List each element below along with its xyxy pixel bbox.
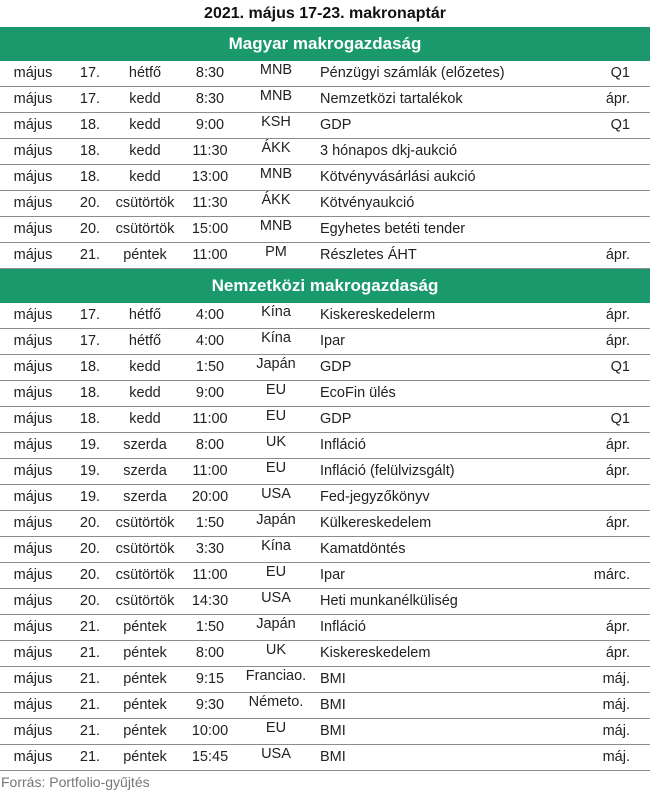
day-cell: 17. (79, 307, 101, 323)
weekday-cell: péntek (123, 723, 167, 739)
table-row (0, 139, 650, 165)
source-cell: MNB (259, 218, 293, 234)
time-cell: 15:45 (191, 749, 229, 765)
weekday-cell: hétfő (128, 333, 162, 349)
time-cell: 8:30 (195, 65, 225, 81)
source-cell: MNB (259, 62, 293, 78)
weekday-cell: szerda (123, 437, 167, 453)
table-row (0, 61, 650, 87)
source-cell: Németo. (248, 694, 304, 710)
period-cell: Q1 (610, 117, 630, 133)
month-cell: május (13, 359, 53, 375)
month-cell: május (13, 65, 53, 81)
weekday-cell: csütörtök (115, 541, 175, 557)
table-row (0, 407, 650, 433)
period-cell: máj. (602, 723, 630, 739)
day-cell: 20. (79, 195, 101, 211)
month-cell: május (13, 645, 53, 661)
event-cell: Kötvényaukció (320, 195, 415, 211)
table-row (0, 667, 650, 693)
source-cell: Japán (256, 356, 296, 372)
event-cell: Heti munkanélküliség (320, 593, 458, 609)
day-cell: 19. (79, 437, 101, 453)
table-row (0, 459, 650, 485)
period-cell: máj. (602, 671, 630, 687)
weekday-cell: hétfő (128, 307, 162, 323)
table-row (0, 433, 650, 459)
event-cell: BMI (320, 749, 346, 765)
event-cell: Fed-jegyzőkönyv (320, 489, 430, 505)
weekday-cell: szerda (123, 463, 167, 479)
source-cell: USA (261, 590, 291, 606)
page-title: 2021. május 17-23. makronaptár (204, 5, 446, 22)
source-cell: PM (265, 244, 287, 260)
event-cell: BMI (320, 671, 346, 687)
time-cell: 9:15 (195, 671, 225, 687)
day-cell: 20. (79, 541, 101, 557)
day-cell: 20. (79, 221, 101, 237)
day-cell: 21. (79, 619, 101, 635)
month-cell: május (13, 619, 53, 635)
day-cell: 20. (79, 567, 101, 583)
time-cell: 1:50 (195, 515, 225, 531)
table-row (0, 191, 650, 217)
weekday-cell: kedd (129, 143, 161, 159)
period-cell: Q1 (610, 65, 630, 81)
source-cell: UK (265, 642, 287, 658)
event-cell: Infláció (felülvizsgált) (320, 463, 455, 479)
month-cell: május (13, 247, 53, 263)
month-cell: május (13, 489, 53, 505)
time-cell: 8:30 (195, 91, 225, 107)
day-cell: 21. (79, 723, 101, 739)
table-row (0, 615, 650, 641)
weekday-cell: hétfő (128, 65, 162, 81)
event-cell: BMI (320, 697, 346, 713)
day-cell: 18. (79, 359, 101, 375)
weekday-cell: péntek (123, 697, 167, 713)
event-cell: BMI (320, 723, 346, 739)
source-cell: Kína (261, 538, 291, 554)
day-cell: 18. (79, 385, 101, 401)
section-heading: Magyar makrogazdaság (0, 27, 650, 61)
source-cell: ÁKK (261, 192, 291, 208)
source-cell: EU (265, 408, 287, 424)
event-cell: Részletes ÁHT (320, 247, 417, 263)
time-cell: 11:30 (192, 143, 228, 159)
day-cell: 17. (79, 91, 101, 107)
period-cell: máj. (602, 697, 630, 713)
month-cell: május (13, 333, 53, 349)
event-cell: Kiskereskedelem (320, 645, 431, 661)
event-cell: Pénzügyi számlák (előzetes) (320, 65, 505, 81)
event-cell: GDP (320, 117, 352, 133)
table-row (0, 511, 650, 537)
source-cell: KSH (261, 114, 291, 130)
source-cell: Franciao. (245, 668, 307, 684)
day-cell: 18. (79, 143, 101, 159)
time-cell: 11:30 (192, 195, 228, 211)
table-row (0, 355, 650, 381)
event-cell: Infláció (320, 437, 366, 453)
day-cell: 17. (79, 333, 101, 349)
month-cell: május (13, 117, 53, 133)
source-cell: MNB (259, 166, 293, 182)
period-cell: Q1 (610, 359, 630, 375)
day-cell: 18. (79, 117, 101, 133)
month-cell: május (13, 307, 53, 323)
source-cell: MNB (259, 88, 293, 104)
event-cell: Kiskereskedelerm (320, 307, 436, 323)
month-cell: május (13, 385, 53, 401)
table-row (0, 693, 650, 719)
source-cell: ÁKK (261, 140, 291, 156)
table-row (0, 113, 650, 139)
month-cell: május (13, 437, 53, 453)
event-cell: Külkereskedelem (320, 515, 432, 531)
weekday-cell: kedd (129, 359, 161, 375)
time-cell: 13:00 (191, 169, 229, 185)
period-cell: ápr. (605, 247, 630, 263)
period-cell: márc. (593, 567, 630, 583)
month-cell: május (13, 749, 53, 765)
table-row (0, 381, 650, 407)
time-cell: 10:00 (191, 723, 229, 739)
month-cell: május (13, 195, 53, 211)
source-cell: Japán (256, 616, 296, 632)
period-cell: ápr. (605, 645, 630, 661)
time-cell: 9:00 (195, 385, 225, 401)
event-cell: EcoFin ülés (320, 385, 396, 401)
weekday-cell: kedd (129, 385, 161, 401)
month-cell: május (13, 169, 53, 185)
day-cell: 21. (79, 749, 101, 765)
source-cell: UK (265, 434, 287, 450)
day-cell: 20. (79, 515, 101, 531)
weekday-cell: szerda (123, 489, 167, 505)
table-row (0, 745, 650, 771)
time-cell: 4:00 (195, 333, 225, 349)
weekday-cell: csütörtök (115, 593, 175, 609)
weekday-cell: péntek (123, 645, 167, 661)
time-cell: 8:00 (195, 437, 225, 453)
event-cell: Ipar (320, 333, 345, 349)
month-cell: május (13, 671, 53, 687)
time-cell: 3:30 (195, 541, 225, 557)
day-cell: 21. (79, 645, 101, 661)
table-row (0, 537, 650, 563)
weekday-cell: péntek (123, 749, 167, 765)
table-row (0, 165, 650, 191)
period-cell: Q1 (610, 411, 630, 427)
period-cell: ápr. (605, 515, 630, 531)
month-cell: május (13, 515, 53, 531)
section-heading: Nemzetközi makrogazdaság (0, 269, 650, 303)
day-cell: 20. (79, 593, 101, 609)
day-cell: 18. (79, 411, 101, 427)
event-cell: 3 hónapos dkj-aukció (320, 143, 458, 159)
day-cell: 19. (79, 463, 101, 479)
table-row (0, 563, 650, 589)
month-cell: május (13, 221, 53, 237)
month-cell: május (13, 723, 53, 739)
weekday-cell: csütörtök (115, 567, 175, 583)
event-cell: GDP (320, 411, 352, 427)
source-cell: Japán (256, 512, 296, 528)
period-cell: ápr. (605, 91, 630, 107)
month-cell: május (13, 541, 53, 557)
day-cell: 19. (79, 489, 101, 505)
time-cell: 11:00 (192, 247, 228, 263)
day-cell: 21. (79, 247, 101, 263)
time-cell: 9:30 (195, 697, 225, 713)
event-cell: Infláció (320, 619, 366, 635)
source-cell: Kína (261, 330, 291, 346)
time-cell: 20:00 (191, 489, 229, 505)
period-cell: ápr. (605, 437, 630, 453)
weekday-cell: péntek (123, 671, 167, 687)
weekday-cell: kedd (129, 117, 161, 133)
table-row (0, 217, 650, 243)
time-cell: 4:00 (195, 307, 225, 323)
weekday-cell: csütörtök (115, 195, 175, 211)
table-row (0, 243, 650, 269)
time-cell: 14:30 (191, 593, 229, 609)
calendar-table (0, 27, 650, 771)
event-cell: Nemzetközi tartalékok (320, 91, 463, 107)
month-cell: május (13, 697, 53, 713)
table-row (0, 589, 650, 615)
event-cell: Ipar (320, 567, 345, 583)
event-cell: GDP (320, 359, 352, 375)
day-cell: 17. (79, 65, 101, 81)
source-cell: EU (265, 720, 287, 736)
period-cell: ápr. (605, 619, 630, 635)
day-cell: 18. (79, 169, 101, 185)
time-cell: 1:50 (195, 359, 225, 375)
table-row (0, 329, 650, 355)
day-cell: 21. (79, 671, 101, 687)
month-cell: május (13, 593, 53, 609)
period-cell: ápr. (605, 333, 630, 349)
event-cell: Egyhetes betéti tender (320, 221, 466, 237)
month-cell: május (13, 567, 53, 583)
month-cell: május (13, 143, 53, 159)
source-cell: EU (265, 382, 287, 398)
month-cell: május (13, 411, 53, 427)
weekday-cell: kedd (129, 91, 161, 107)
source-cell: USA (261, 746, 291, 762)
source-cell: Kína (261, 304, 291, 320)
weekday-cell: csütörtök (115, 221, 175, 237)
month-cell: május (13, 463, 53, 479)
day-cell: 21. (79, 697, 101, 713)
table-row (0, 641, 650, 667)
period-cell: ápr. (605, 307, 630, 323)
time-cell: 9:00 (195, 117, 225, 133)
table-row (0, 485, 650, 511)
table-row (0, 303, 650, 329)
source-cell: EU (265, 460, 287, 476)
period-cell: máj. (602, 749, 630, 765)
time-cell: 11:00 (192, 463, 228, 479)
time-cell: 11:00 (192, 567, 228, 583)
time-cell: 11:00 (192, 411, 228, 427)
weekday-cell: péntek (123, 619, 167, 635)
source-cell: EU (265, 564, 287, 580)
time-cell: 8:00 (195, 645, 225, 661)
weekday-cell: kedd (129, 169, 161, 185)
weekday-cell: csütörtök (115, 515, 175, 531)
source-note: Forrás: Portfolio-gyűjtés (1, 774, 150, 790)
time-cell: 1:50 (195, 619, 225, 635)
weekday-cell: kedd (129, 411, 161, 427)
source-cell: USA (261, 486, 291, 502)
time-cell: 15:00 (191, 221, 229, 237)
period-cell: ápr. (605, 463, 630, 479)
table-row (0, 87, 650, 113)
event-cell: Kötvényvásárlási aukció (320, 169, 476, 185)
event-cell: Kamatdöntés (320, 541, 406, 557)
table-row (0, 719, 650, 745)
weekday-cell: péntek (123, 247, 167, 263)
month-cell: május (13, 91, 53, 107)
